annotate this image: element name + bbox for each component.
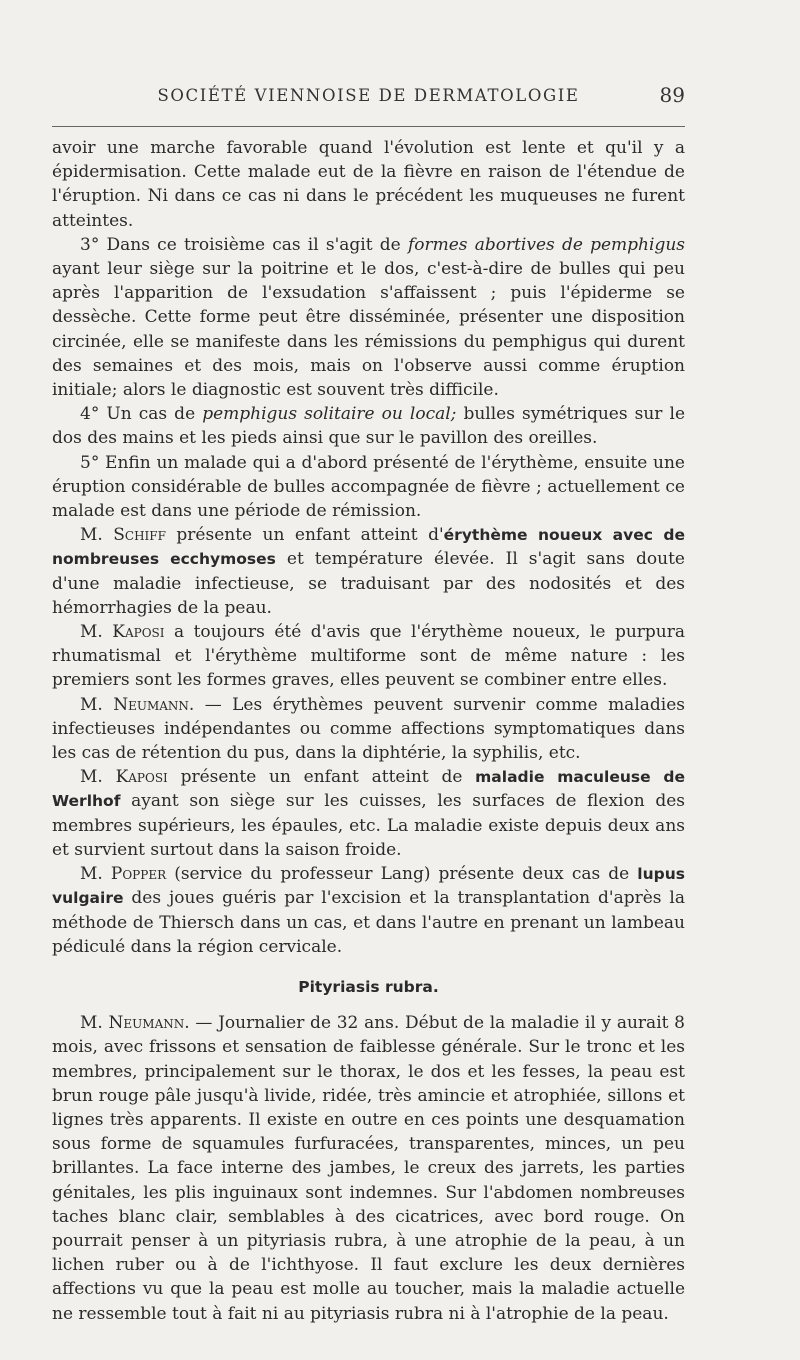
- paragraph: [52, 233, 685, 402]
- paragraph-text: M.: [80, 694, 114, 715]
- paragraph-text: . — Journalier de 32 ans. Début de la maladie il y aurait 8 mois, avec frissons et sensation de faiblesse générale. Sur le tronc et les membres, principalement sur le thorax, le dos et les fesses, la peau est brun rouge pâle jusqu'à livide, ridée, très amincie et atrophiée, sillons et lignes très apparents. Il existe en outre en ces points une desquamation sous forme de squamules furfuracées, transparentes, minces, un peu brillantes. La face interne des jambes, le creux des jarrets, les parties génitales, les plis inguinaux sont indemnes. Sur l'abdomen nombreuses taches blanc clair, semblables à des cicatrices, avec bord rouge. On pourrait penser à un pityriasis rubra, à une atrophie de la peau, à un lichen ruber ou à de l'ichthyose. Il faut exclure les deux dernières affections vu que la peau est molle au toucher, mais la maladie actuelle ne ressemble tout à fait ni au pityriasis rubra ni à l'atrophie de la peau.: [52, 1013, 685, 1324]
- paragraph: [52, 862, 685, 959]
- body-text: [52, 136, 685, 1326]
- person-name: Schiff: [113, 525, 166, 546]
- person-name: Neumann: [113, 694, 189, 715]
- paragraph-text: a toujours été d'avis que l'érythème noueux, le purpura rhumatismal et l'érythème multiforme sont de même nature : les premiers sont les formes graves, elles peuvent se combiner entre elles.: [52, 622, 686, 691]
- paragraph: [52, 765, 685, 862]
- bold-term: érythème noueux avec de nombreuses ecchymoses: [52, 526, 685, 569]
- paragraph-text: . — Les érythèmes peuvent survenir comme maladies infectieuses indépendantes ou comme affections symptomatiques dans les cas de rétention du pus, dans la diphtérie, la syphilis, etc.: [52, 694, 685, 764]
- paragraph: [52, 523, 685, 620]
- paragraph-text: M.: [80, 767, 116, 788]
- paragraph-text: présente un enfant atteint d': [165, 525, 444, 546]
- person-name: Kaposi: [112, 622, 165, 643]
- paragraph-text: (service du professeur Lang) présente deux cas de: [166, 864, 638, 885]
- paragraph-text: M.: [80, 622, 113, 643]
- page-number: 89: [659, 83, 685, 107]
- paragraph: [52, 693, 685, 766]
- paragraph: [52, 402, 685, 450]
- paragraph: [52, 451, 685, 524]
- paragraph-text: ayant leur siège sur la poitrine et le dos, c'est-à-dire de bulles qui peu après l'apparition de l'exsudation s'affaissent ; puis l'épiderme se dessèche. Cette forme peut être disséminée, présenter une disposition circinée, elle se manifeste dans les rémissions du pemphigus qui durent des semaines et des mois, mais on l'observe aussi comme éruption initiale; alors le diagnostic est souvent très difficile.: [52, 259, 685, 401]
- running-title: SOCIÉTÉ VIENNOISE DE DERMATOLOGIE: [157, 86, 580, 105]
- person-name: Kaposi: [115, 767, 168, 788]
- paragraph-text: 5° Enfin un malade qui a d'abord présenté de l'érythème, ensuite une éruption considérable de bulles accompagnée de fièvre ; actuellement ce malade est dans une période de rémission.: [52, 452, 685, 522]
- paragraph-text: bulles symétriques sur le dos des mains et les pieds ainsi que sur le pavillon des oreilles.: [52, 404, 685, 449]
- paragraph-text: 4° Un cas de: [80, 404, 203, 425]
- person-name: Popper: [110, 864, 167, 885]
- italic-term: formes abortives de pemphigus: [407, 234, 685, 255]
- person-name: Neumann: [108, 1013, 185, 1034]
- paragraph-text: et température élevée. Il s'agit sans doute d'une maladie infectieuse, se traduisant par des nodosités et des hémorrhagies de la peau.: [52, 549, 685, 618]
- page-header: [52, 80, 685, 114]
- bold-term: lupus vulgaire: [52, 865, 686, 908]
- paragraph-text: ayant son siège sur les cuisses, les surfaces de flexion des membres supérieurs, les épaules, etc. La maladie existe depuis deux ans et survient surtout dans la saison froide.: [52, 791, 685, 860]
- italic-term: pemphigus solitaire ou local;: [202, 404, 457, 425]
- paragraph-text: 3° Dans ce troisième cas il s'agit de: [80, 234, 408, 255]
- paragraph: [52, 1011, 685, 1326]
- paragraph-text: M.: [80, 864, 111, 885]
- section-title: Pityriasis rubra.: [298, 977, 439, 996]
- paragraph: [52, 620, 685, 693]
- paragraph-text: M.: [80, 1013, 109, 1034]
- paragraph-text: des joues guéris par l'excision et la transplantation d'après la méthode de Thiersch dans un cas, et dans l'autre en prenant un lambeau pédiculé dans la région cervicale.: [52, 888, 685, 957]
- paragraph: [52, 136, 685, 233]
- paragraph-text: M.: [80, 525, 114, 546]
- paragraph-text: avoir une marche favorable quand l'évolution est lente et qu'il y a épidermisation. Cette malade eut de la fièvre en raison de l'étendue de l'éruption. Ni dans ce cas ni dans le précédent les muqueuses ne furent atteintes.: [52, 138, 685, 231]
- header-rule: [52, 126, 685, 127]
- paragraph-text: présente un enfant atteint de: [167, 767, 476, 788]
- bold-term: maladie maculeuse de Werlhof: [52, 768, 685, 811]
